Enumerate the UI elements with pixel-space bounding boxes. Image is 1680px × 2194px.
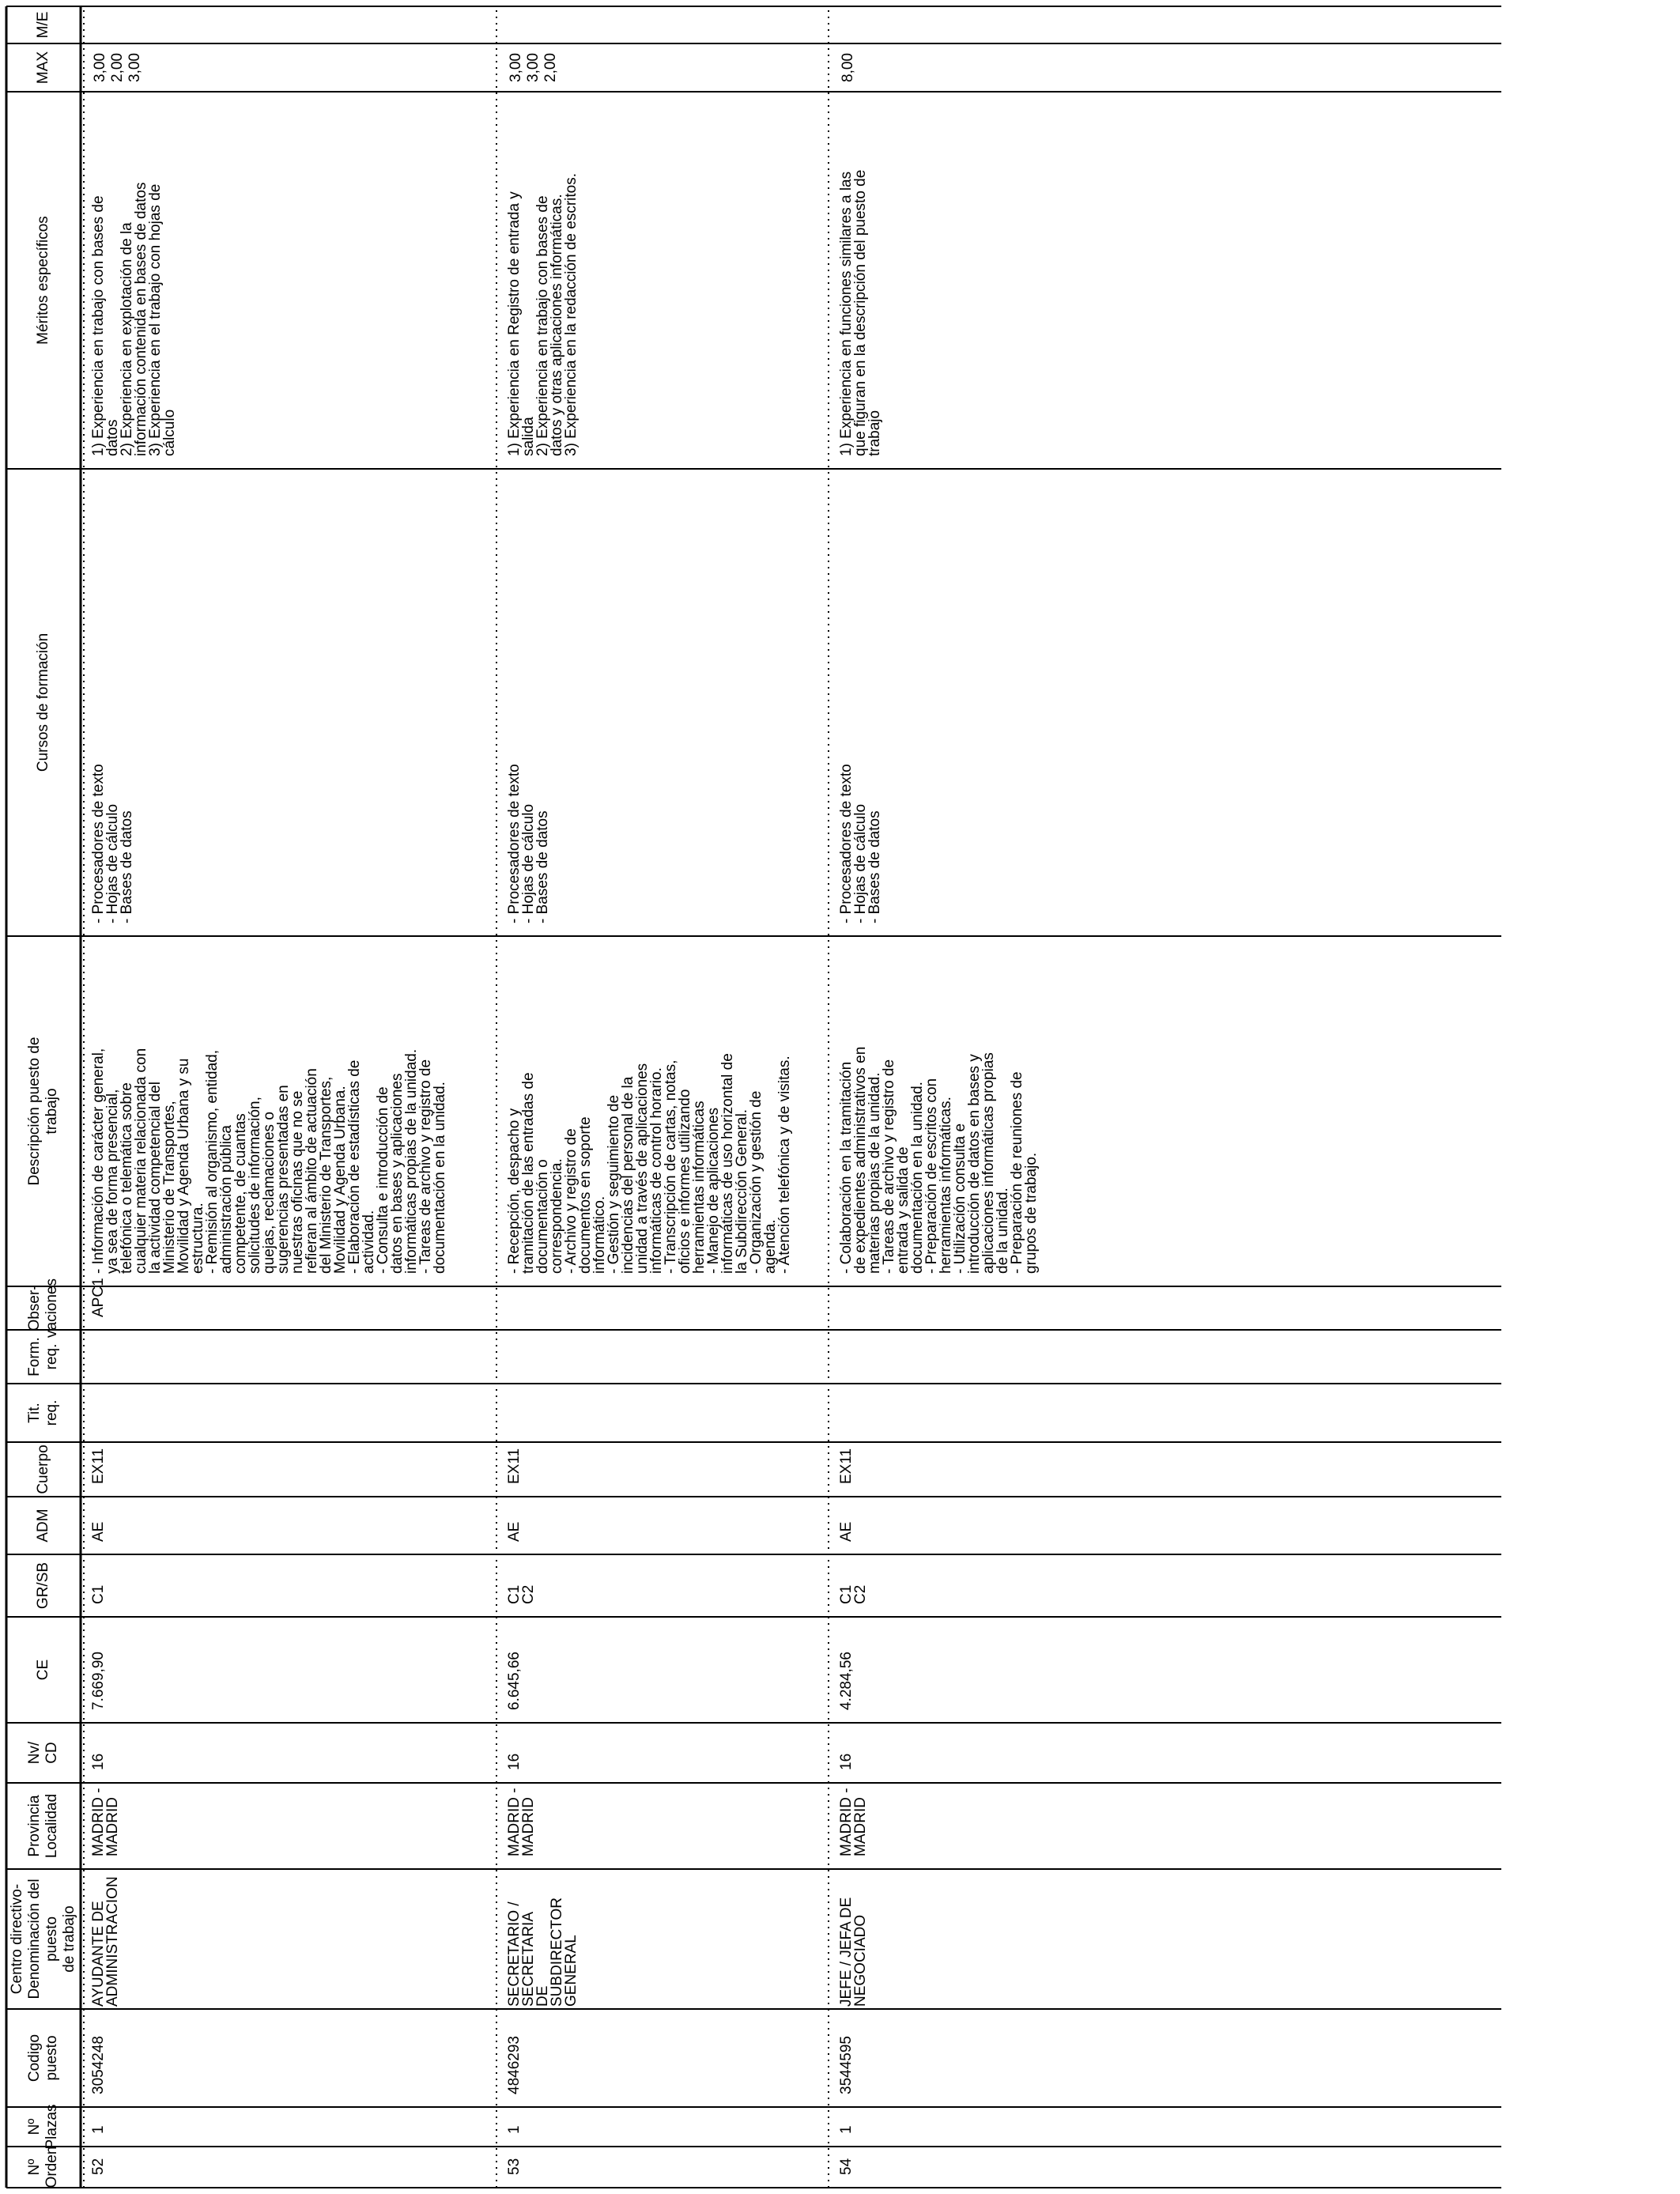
descripcion-line: informático. xyxy=(591,1195,608,1274)
meritos-line: 1) Experiencia en trabajo con bases de xyxy=(90,195,107,456)
meritos-line: información contenida en bases de datos xyxy=(133,182,149,456)
descripcion-line: correspondencia. xyxy=(549,1158,565,1274)
cursos-line: - Procesadores de texto xyxy=(838,764,855,923)
meritos-line: 1) Experiencia en Registro de entrada y xyxy=(506,191,523,456)
meritos-line: cálculo xyxy=(161,409,178,456)
cursos-line: - Bases de datos xyxy=(119,810,135,923)
cell-plazas: 1 xyxy=(838,2125,855,2134)
cell-cursos xyxy=(508,472,550,923)
max-value: 2,00 xyxy=(542,53,559,82)
cell-max xyxy=(508,53,560,82)
descripcion-line: - Utilización consulta e xyxy=(952,1123,968,1274)
descripcion-line: - Tareas de archivo y registro de xyxy=(417,1059,434,1274)
cell-grupo: C1 C2 xyxy=(838,1584,869,1604)
meritos-line: 3) Experiencia en la redacción de escritos. xyxy=(563,172,580,456)
descripcion-line: nuestras oficinas que no se xyxy=(289,1090,306,1274)
descripcion-line: competente, de cuantas xyxy=(232,1113,249,1274)
descripcion-line: actividad. xyxy=(361,1210,377,1274)
descripcion-line: - Gestión y seguimiento de xyxy=(606,1094,622,1274)
cell-orden: 52 xyxy=(90,2158,107,2175)
cell-observaciones: APC1 xyxy=(90,1278,107,1317)
header-cursos: Cursos de formación xyxy=(35,633,51,772)
cursos-line: - Hojas de cálculo xyxy=(520,803,537,923)
descripcion-line: solicitudes de información, xyxy=(247,1097,263,1274)
descripcion-line: aplicaciones informáticas propias xyxy=(980,1052,997,1274)
cell-adm: AE xyxy=(506,1521,523,1542)
descripcion-line: documentación en la unidad. xyxy=(432,1082,448,1274)
cell-nivel: 16 xyxy=(506,1753,523,1770)
cell-descripcion xyxy=(92,939,447,1274)
max-value: 3,00 xyxy=(92,53,108,82)
cell-ce: 6.645,66 xyxy=(506,1652,523,1710)
cell-ce: 4.284,56 xyxy=(838,1652,855,1710)
descripcion-line: informáticas propias de la unidad. xyxy=(403,1048,420,1274)
descripcion-line: entrada y salida de xyxy=(895,1146,912,1274)
header-provincia: Provincia Localidad xyxy=(26,1793,60,1859)
cell-grupo: C1 xyxy=(90,1584,107,1604)
descripcion-line: de expedientes administrativos en xyxy=(852,1046,869,1274)
header-orden: Nº Orden xyxy=(26,2146,60,2188)
cell-orden: 54 xyxy=(838,2158,855,2175)
descripcion-line: herramientas informáticas. xyxy=(938,1097,954,1274)
descripcion-line: de la unidad. xyxy=(995,1188,1011,1274)
descripcion-line: telefónica o telemática sobre xyxy=(119,1082,135,1274)
descripcion-line: documentación o xyxy=(534,1159,551,1274)
descripcion-line: - Preparación de reuniones de xyxy=(1009,1071,1025,1274)
cell-ce: 7.669,90 xyxy=(90,1652,107,1710)
descripcion-line: ya sea de forma presencial, xyxy=(104,1089,121,1274)
descripcion-line: cualquier materia relacionada con xyxy=(133,1048,149,1274)
descripcion-line: la actividad competencial del xyxy=(147,1082,164,1274)
header-ce: CE xyxy=(35,1659,51,1681)
descripcion-line: - Transcripción de cartas, notas, xyxy=(663,1059,679,1274)
descripcion-line: agenda. xyxy=(762,1219,779,1274)
meritos-line: datos xyxy=(104,419,121,456)
cell-nivel: 16 xyxy=(90,1753,107,1770)
cell-denominacion: JEFE / JEFA DE NEGOCIADO xyxy=(838,1897,869,2007)
meritos-line: 1) Experiencia en funciones similares a las xyxy=(838,171,855,456)
descripcion-line: - Recepción, despacho y xyxy=(506,1108,523,1274)
descripcion-line: datos en bases y aplicaciones xyxy=(389,1073,406,1274)
max-value: 8,00 xyxy=(840,53,856,82)
header-grupo: GR/SB xyxy=(35,1561,51,1610)
cell-cuerpo: EX11 xyxy=(506,1448,523,1484)
descripcion-line: - Preparación de escritos con xyxy=(923,1078,940,1274)
meritos-line: que figuran en la descripción del puesto de xyxy=(852,169,869,456)
descripcion-line: administración pública xyxy=(218,1125,235,1274)
header-nivel: Nv/ CD xyxy=(26,1741,60,1765)
header-max: MAX xyxy=(35,51,51,85)
descripcion-line: tramitación de las entradas de xyxy=(520,1072,537,1274)
cursos-line: - Bases de datos xyxy=(866,810,883,923)
descripcion-line: sugerencias presentadas en xyxy=(275,1085,292,1274)
descripcion-line: herramientas informáticas xyxy=(691,1101,708,1274)
header-adm: ADM xyxy=(35,1509,51,1543)
cell-codigo: 4846293 xyxy=(506,2036,523,2094)
descripcion-line: - Tareas de archivo y registro de xyxy=(881,1059,897,1274)
cell-orden: 53 xyxy=(506,2158,523,2175)
max-value: 3,00 xyxy=(508,53,524,82)
descripcion-line: materias propias de la unidad. xyxy=(866,1072,883,1274)
descripcion-line: Movilidad y Agenda Urbana y su xyxy=(176,1058,192,1274)
descripcion-line: informáticas de control horario. xyxy=(648,1067,665,1274)
descripcion-line: grupos de trabajo. xyxy=(1023,1152,1040,1274)
header-me: M/E xyxy=(35,11,51,39)
cell-adm: AE xyxy=(90,1521,107,1542)
descripcion-line: la Subdirección General. xyxy=(734,1108,750,1274)
descripcion-line: - Consulta e introducción de xyxy=(375,1086,391,1274)
cell-codigo: 3544595 xyxy=(838,2036,855,2094)
descripcion-line: documentación en la unidad. xyxy=(909,1082,926,1274)
descripcion-line: estructura. xyxy=(190,1203,206,1274)
descripcion-line: introducción de datos en bases y xyxy=(966,1054,983,1274)
cursos-line: - Hojas de cálculo xyxy=(104,803,121,923)
header-centro: Centro directivo- Denominación del puesto de trabajo xyxy=(9,1879,77,2000)
cell-provincia: MADRID - MADRID xyxy=(838,1788,869,1856)
descripcion-line: unidad a través de aplicaciones xyxy=(634,1063,651,1274)
max-value: 3,00 xyxy=(525,53,542,82)
cell-nivel: 16 xyxy=(838,1753,855,1770)
header-formacion: Form. req. xyxy=(26,1337,60,1376)
descripcion-line: Movilidad y Agenda Urbana. xyxy=(332,1086,349,1274)
descripcion-line: Ministerio de Transportes, xyxy=(161,1101,178,1274)
meritos-line: 2) Experiencia en explotación de la xyxy=(119,222,135,456)
meritos-line: trabajo xyxy=(866,410,883,456)
descripcion-line: - Organización y gestión de xyxy=(748,1090,764,1274)
header-meritos: Méritos específicos xyxy=(35,216,51,345)
cell-descripcion xyxy=(508,939,792,1274)
meritos-line: 2) Experiencia en trabajo con bases de xyxy=(534,195,551,456)
descripcion-line: informáticas de uso horizontal de xyxy=(719,1053,736,1274)
max-value: 3,00 xyxy=(126,53,143,82)
descripcion-line: quejas, reclamaciones o xyxy=(261,1112,277,1274)
cursos-line: - Hojas de cálculo xyxy=(852,803,869,923)
header-cuerpo: Cuerpo xyxy=(35,1444,51,1494)
cell-cuerpo: EX11 xyxy=(838,1448,855,1484)
cell-adm: AE xyxy=(838,1521,855,1542)
cell-provincia: MADRID - MADRID xyxy=(90,1788,121,1856)
cell-meritos xyxy=(508,95,579,456)
descripcion-line: - Atención telefónica y de visitas. xyxy=(776,1055,793,1274)
cell-denominacion: AYUDANTE DE ADMINISTRACION xyxy=(90,1876,121,2007)
header-titulacion: Tit. req. xyxy=(26,1399,60,1426)
max-value: 2,00 xyxy=(109,53,126,82)
cell-cursos xyxy=(92,472,134,923)
cell-meritos xyxy=(92,95,177,456)
cell-cuerpo: EX11 xyxy=(90,1448,107,1484)
cursos-line: - Bases de datos xyxy=(534,810,551,923)
meritos-line: datos y otras aplicaciones informáticas. xyxy=(549,194,565,456)
descripcion-line: - Colaboración en la tramitación xyxy=(838,1061,855,1274)
cell-max xyxy=(840,53,857,82)
cell-meritos xyxy=(840,95,882,456)
cursos-line: - Procesadores de texto xyxy=(506,764,523,923)
header-plazas: Nº Plazas xyxy=(26,2104,60,2150)
descripcion-line: - Archivo y registro de xyxy=(563,1128,580,1274)
cell-descripcion xyxy=(840,939,1039,1274)
descripcion-line: del Ministerio de Transportes, xyxy=(318,1076,334,1274)
descripcion-line: - Información de carácter general, xyxy=(90,1048,107,1274)
header-codigo: Codigo puesto xyxy=(26,2034,60,2083)
meritos-line: salida xyxy=(520,417,537,456)
descripcion-line: - Remisión al organismo, entidad, xyxy=(204,1049,221,1274)
meritos-line: 3) Experiencia en el trabajo con hojas de xyxy=(147,183,164,456)
cell-provincia: MADRID - MADRID xyxy=(506,1788,537,1856)
descripcion-line: - Manejo de aplicaciones xyxy=(705,1107,722,1274)
descripcion-line: incidencias del personal de la xyxy=(620,1076,636,1274)
cell-max xyxy=(92,53,144,82)
descripcion-line: refieran al ámbito de actuación xyxy=(304,1068,320,1274)
descripcion-line: documentos en soporte xyxy=(577,1116,594,1274)
descripcion-line: - Elaboración de estadísticas de xyxy=(346,1059,363,1274)
descripcion-line: oficios e informes utilizando xyxy=(677,1089,693,1274)
cell-cursos xyxy=(840,472,882,923)
cursos-line: - Procesadores de texto xyxy=(90,764,107,923)
cell-denominacion: SECRETARIO / SECRETARIA DE SUBDIRECTOR GENERAL xyxy=(506,1898,580,2007)
cell-codigo: 3054248 xyxy=(90,2036,107,2094)
cell-plazas: 1 xyxy=(506,2125,523,2134)
header-descripcion: Descripción puesto de trabajo xyxy=(26,1037,60,1186)
cell-grupo: C1 C2 xyxy=(506,1584,537,1604)
header-observaciones: Obser- vaciones xyxy=(26,1278,60,1338)
cell-plazas: 1 xyxy=(90,2125,107,2134)
